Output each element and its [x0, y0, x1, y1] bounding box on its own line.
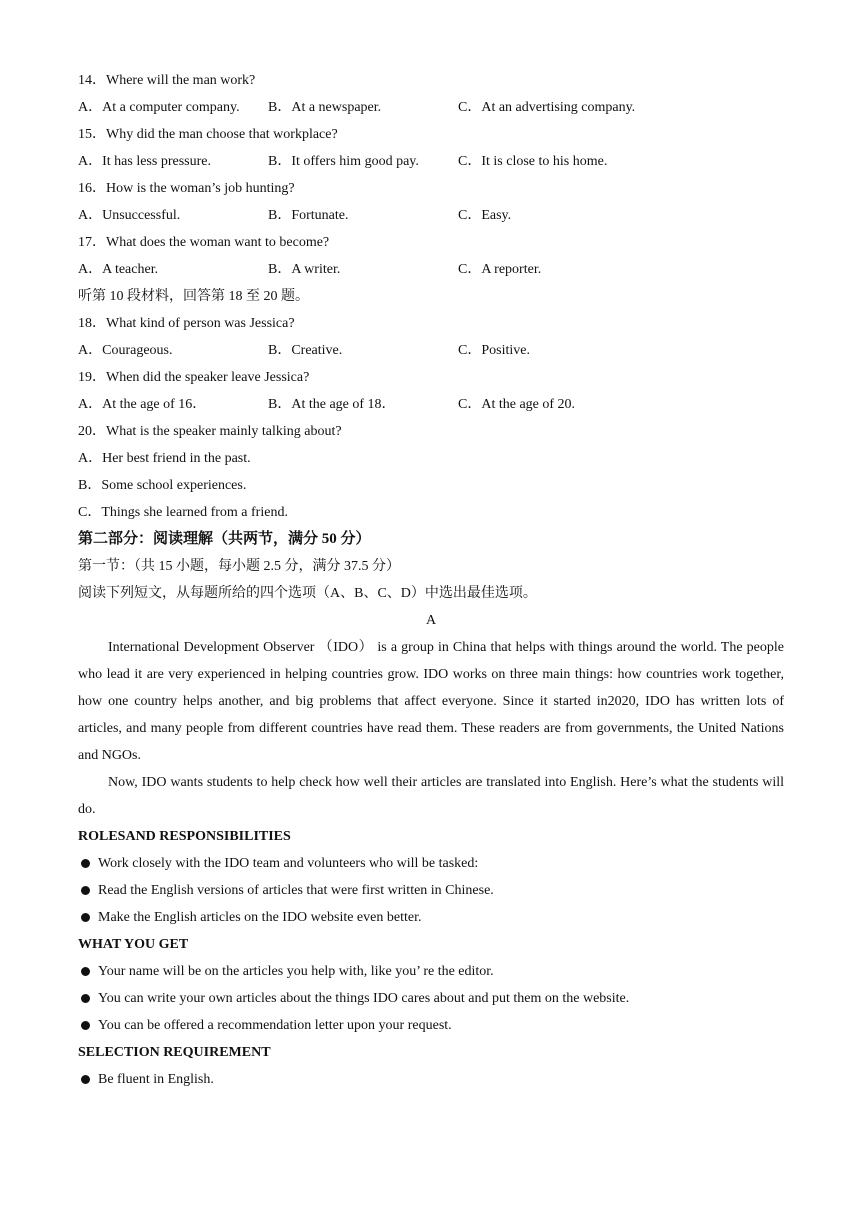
question-text: 19．When did the speaker leave Jessica? — [78, 370, 310, 385]
option-c: C．Easy. — [458, 208, 512, 223]
option-b: B．At the age of 18． — [268, 397, 396, 412]
option-a: A．A teacher. — [78, 262, 159, 277]
instruction-material-10: 听第 10 段材料，回答第 18 至 20 题。 — [78, 289, 309, 304]
passage-paragraph-1 — [78, 634, 784, 769]
reading-instruction: 阅读下列短文，从每题所给的四个选项（A、B、C、D）中选出最佳选项。 — [78, 586, 537, 601]
question-14 — [78, 67, 784, 121]
passage-letter: A — [425, 613, 437, 628]
option-c: C．A reporter. — [458, 262, 542, 277]
question-18 — [78, 310, 784, 364]
list-item: Read the English versions of articles that were first written in Chinese. — [78, 877, 784, 904]
options-row — [78, 391, 784, 418]
question-17 — [78, 229, 784, 283]
list-item: You can write your own articles about the things IDO cares about and put them on the website. — [78, 985, 784, 1012]
bullet-icon — [81, 1075, 90, 1084]
option-c: C．Positive. — [458, 343, 530, 358]
question-text: 18．What kind of person was Jessica? — [78, 316, 295, 331]
question-16 — [78, 175, 784, 229]
question-text: 14．Where will the man work? — [78, 73, 256, 88]
options-row — [78, 256, 784, 283]
passage-paragraph-2 — [78, 769, 784, 823]
bullet-icon — [81, 967, 90, 976]
question-text: 16．How is the woman’s job hunting? — [78, 181, 295, 196]
part2-title: 第二部分：阅读理解（共两节，满分 50 分） — [78, 531, 371, 547]
options-row — [78, 94, 784, 121]
option-a: A．Her best friend in the past. — [78, 451, 251, 466]
options-row — [78, 202, 784, 229]
section1-title: 第一节：（共 15 小题，每小题 2.5 分，满分 37.5 分） — [78, 559, 400, 574]
question-text: 17．What does the woman want to become? — [78, 235, 330, 250]
option-a: A．Courageous. — [78, 343, 173, 358]
roles-heading: ROLESAND RESPONSIBILITIES — [78, 829, 291, 844]
question-19 — [78, 364, 784, 418]
option-c: C．It is close to his home. — [458, 154, 608, 169]
options-row — [78, 337, 784, 364]
option-a: A．It has less pressure. — [78, 154, 211, 169]
option-a: A．At a computer company. — [78, 100, 240, 115]
question-text: 15．Why did the man choose that workplace? — [78, 127, 338, 142]
list-item: You can be offered a recommendation letter upon your request. — [78, 1012, 784, 1039]
question-20 — [78, 418, 784, 526]
option-b: B．It offers him good pay. — [268, 154, 419, 169]
list-item: Be fluent in English. — [78, 1066, 784, 1093]
bullet-icon — [81, 994, 90, 1003]
options-row — [78, 148, 784, 175]
exam-page — [78, 67, 784, 1093]
option-a: A．At the age of 16． — [78, 397, 207, 412]
benefits-heading: WHAT YOU GET — [78, 937, 189, 952]
option-b: B．Creative. — [268, 343, 343, 358]
question-text: 20．What is the speaker mainly talking about? — [78, 424, 342, 439]
bullet-icon — [81, 1021, 90, 1030]
bullet-icon — [81, 859, 90, 868]
option-c: C．Things she learned from a friend. — [78, 505, 288, 520]
option-b: B．Some school experiences. — [78, 478, 247, 493]
paragraph-text: International Development Observer （IDO） is a group in China that helps with things around the world. The people who lead it are very experienced in helping countries grow. IDO works on three main things: how countries work together, how one country helps another, and big problems that affect everyone. Since it started in2020, IDO has written lots of articles, and many people from different countries have read them. These readers are from governments, the United Nations and NGOs. — [78, 640, 784, 763]
requirement-heading: SELECTION REQUIREMENT — [78, 1045, 271, 1060]
bullet-icon — [81, 913, 90, 922]
option-b: B．A writer. — [268, 262, 341, 277]
paragraph-text: Now, IDO wants students to help check how well their articles are translated into English. Here’s what the students will do. — [78, 775, 784, 817]
list-item: Your name will be on the articles you help with, like you’ re the editor. — [78, 958, 784, 985]
option-b: B．At a newspaper. — [268, 100, 382, 115]
option-a: A．Unsuccessful. — [78, 208, 181, 223]
bullet-icon — [81, 886, 90, 895]
option-c: C．At an advertising company. — [458, 100, 636, 115]
option-b: B．Fortunate. — [268, 208, 349, 223]
list-item: Make the English articles on the IDO website even better. — [78, 904, 784, 931]
option-c: C．At the age of 20. — [458, 397, 576, 412]
question-15 — [78, 121, 784, 175]
list-item: Work closely with the IDO team and volunteers who will be tasked: — [78, 850, 784, 877]
